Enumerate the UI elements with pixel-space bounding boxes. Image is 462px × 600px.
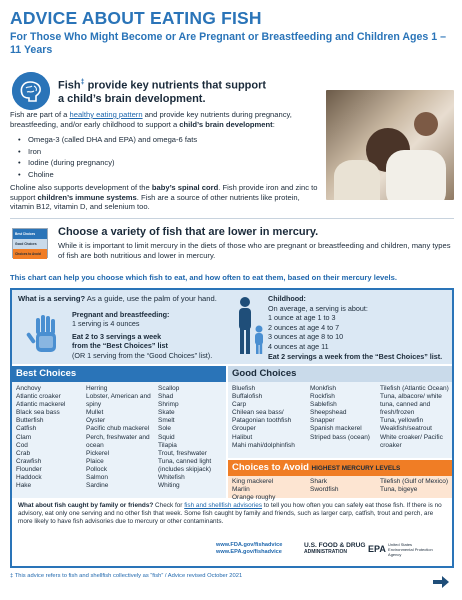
section-divider — [10, 218, 454, 219]
best-choices-heading: Best Choices — [12, 366, 226, 382]
choices-to-avoid-list — [228, 476, 452, 502]
section1-intro: Fish are part of a healthy eating pattern and provide key nutrients during pregnancy, breastfeeding, and/or early childhood to support a child’s brain development: — [10, 110, 292, 129]
best-col-2: Herring Lobster, American and spiny Mullet Oyster Pacific chub mackerel Perch, freshwater and ocean Pickerel Plaice Pollock Salmon Sardine — [86, 385, 151, 490]
pregnant-guidance: Pregnant and breastfeeding: 1 serving is 4 ounces Eat 2 to 3 servings a week from the “Best Choices” list (OR 1 serving from the “Good Choices” list). — [72, 310, 213, 360]
best-choices-list — [12, 382, 226, 498]
section1-heading: Fish‡ provide key nutrients that support a child’s brain development. — [58, 79, 267, 105]
page-subtitle: For Those Who Might Become or Are Pregnant or Breastfeeding and Children Ages 1 – 11 Years — [10, 31, 446, 56]
healthy-eating-pattern-link[interactable]: healthy eating pattern — [69, 110, 143, 119]
good-col-1: Bluefish Buffalofish Carp Chilean sea bass/ Patagonian toothfish Grouper Halibut Mahi mahi/dolphinfish — [232, 385, 295, 449]
epa-logo: EPA United States Environmental Protection Agency — [368, 542, 433, 557]
footnote: ‡ This advice refers to fish and shellfish collectively as “fish” / Advice revised October 2021 — [10, 573, 243, 579]
footer-links — [216, 542, 282, 556]
nutrient-list — [18, 134, 197, 180]
good-choices-list — [228, 382, 452, 458]
next-page-arrow-icon[interactable] — [432, 575, 450, 589]
avoid-col-2: Shark Swordfish — [310, 478, 339, 494]
list-item: • Omega-3 (called DHA and EPA) and omega-6 fats — [18, 135, 198, 144]
family-caught-fish-note: What about fish caught by family or friends? Check for fish and shellfish advisories to tell you how often you can safely eat those fish. If there is no advisory, eat only one serving and no other fish that week. Some fish caught by family and friends, such as larger carp, catfish, trout and perch, are more likely to have fish advisories due to mercury or other contaminants. — [18, 502, 442, 525]
good-col-3: Tilefish (Atlantic Ocean) Tuna, albacore/ white tuna, canned and fresh/frozen Tuna, yellowfin Weakfish/seatrout White croaker/ Pacific croaker — [380, 385, 449, 449]
brain-icon — [12, 72, 50, 110]
epa-fishadvice-link[interactable]: www.EPA.gov/fishadvice — [216, 549, 282, 555]
avoid-col-3: Tilefish (Gulf of Mexico) Tuna, bigeye — [380, 478, 449, 494]
mother-child-photo — [326, 90, 454, 200]
fish-chart-panel — [10, 288, 454, 568]
choline-paragraph: Choline also supports development of the baby’s spinal cord. Fish provide iron and zinc to support children’s immune systems. Fish are a source of other nutrients like protein, vitamin B12, vitamin D, and selenium too. — [10, 183, 318, 212]
best-col-1: Anchovy Atlantic croaker Atlantic mackerel Black sea bass Butterfish Catfish Clam Cod Crab Crawfish Flounder Haddock Hake — [16, 385, 66, 490]
chart-intro: This chart can help you choose which fish to eat, and how often to eat them, based on their mercury levels. — [10, 273, 397, 282]
fda-logo: U.S. FOOD & DRUG ADMINISTRATION — [304, 542, 366, 555]
fda-fishadvice-link[interactable]: www.FDA.gov/fishadvice — [216, 542, 283, 548]
choices-to-avoid-heading: Choices to Avoid HIGHEST MERCURY LEVELS — [228, 460, 452, 476]
good-choices-heading: Good Choices — [228, 366, 452, 382]
child-guidance: Childhood: On average, a serving is about: 1 ounce at age 1 to 3 2 ounces at age 4 to 7 3 ounces at age 8 to 10 4 ounces at age 11 Eat 2 servings a week from the “Best Choices” list. — [268, 294, 443, 361]
page-title: ADVICE ABOUT EATING FISH — [10, 8, 262, 28]
parent-child-icon — [234, 296, 266, 358]
section2-body: While it is important to limit mercury in the diets of those who are pregnant or breastfeeding and children, many types of fish are both nutritious and lower in mercury. — [58, 241, 451, 260]
good-col-2: Monkfish Rockfish Sablefish Sheepshead Snapper Spanish mackerel Striped bass (ocean) — [310, 385, 370, 441]
hand-icon — [26, 312, 66, 356]
best-col-3: Scallop Shad Shrimp Skate Smelt Sole Squid Tilapia Trout, freshwater Tuna, canned light (includes skipjack) Whitefish Whiting — [158, 385, 212, 490]
mini-chart-icon: Best Choices Good Choices Choices to Avoid — [12, 228, 48, 258]
serving-question: What is a serving? As a guide, use the palm of your hand. — [18, 294, 217, 303]
section2-heading: Choose a variety of fish that are lower in mercury. — [58, 226, 319, 238]
avoid-col-1: King mackerel Marlin Orange roughy — [232, 478, 276, 502]
list-item: • Iron — [18, 146, 42, 156]
list-item: • Iodine (during pregnancy) — [18, 158, 115, 167]
serving-info — [12, 290, 452, 364]
list-item: • Choline — [18, 169, 54, 179]
fish-advisories-link[interactable]: fish and shellfish advisories — [184, 502, 262, 509]
